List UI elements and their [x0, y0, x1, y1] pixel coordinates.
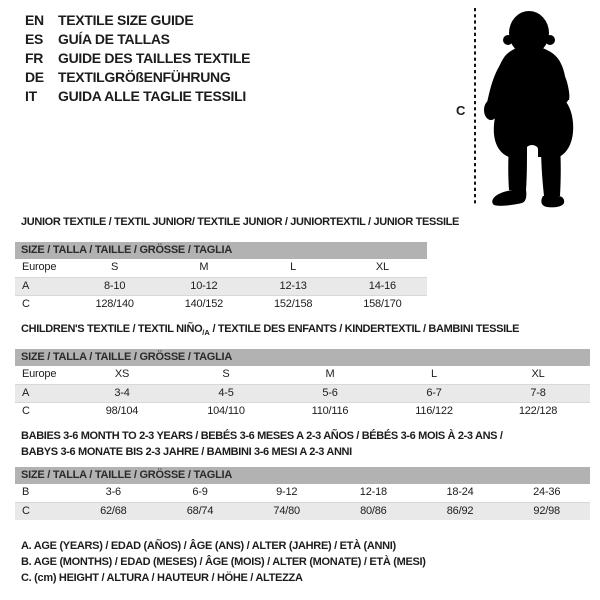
section-title-text: /A — [202, 327, 210, 337]
table-cell: XL — [375, 261, 389, 273]
language-title: GUIDA ALLE TAGLIE TESSILI — [58, 88, 246, 104]
language-row — [25, 30, 250, 49]
table-row — [15, 259, 427, 277]
table-cell: 7-8 — [530, 387, 546, 399]
table-cell: 62/68 — [100, 505, 127, 517]
table-cell: 6-9 — [192, 486, 208, 498]
height-dashed-line — [473, 7, 477, 206]
section-title — [21, 216, 600, 229]
section-title-line — [21, 444, 600, 460]
language-title: TEXTILE SIZE GUIDE — [58, 12, 194, 28]
table-row — [15, 384, 590, 402]
row-label: Europe — [22, 368, 57, 380]
language-row — [25, 87, 250, 106]
language-title: GUIDE DES TAILLES TEXTILE — [58, 50, 251, 66]
language-code: ES — [25, 31, 44, 47]
table-cell: 12-13 — [279, 280, 307, 292]
size-table — [15, 242, 427, 313]
language-code: IT — [25, 88, 37, 104]
language-title: GUÍA DE TALLAS — [58, 31, 170, 47]
table-cell: 6-7 — [426, 387, 442, 399]
table-cell: 92/98 — [533, 505, 560, 517]
table-cell: 86/92 — [446, 505, 474, 517]
table-cell: 24-36 — [533, 486, 561, 498]
table-cell: 158/170 — [363, 298, 402, 310]
row-label: A — [22, 280, 30, 292]
section-title-text: CHILDREN'S TEXTILE / TEXTIL NIÑO — [21, 323, 203, 335]
table-cell: 80/86 — [360, 505, 387, 517]
table-cell: S — [111, 261, 119, 273]
table-cell: 74/80 — [273, 505, 300, 517]
footnote-line: A. AGE (YEARS) / EDAD (AÑOS) / ÂGE (ANS) / ALTER (JAHRE) / ETÀ (ANNI) — [21, 540, 396, 552]
table-cell: 110/116 — [311, 405, 349, 417]
row-label: A — [22, 387, 30, 399]
table-cell: 140/152 — [184, 298, 224, 310]
table-row — [15, 366, 590, 384]
section-title-text: BABYS 3-6 MONATE BIS 2-3 JAHRE / BAMBINI 3-6 MESI A 2-3 ANNI — [21, 446, 352, 458]
table-cell: L — [290, 261, 297, 273]
section-title — [21, 428, 600, 460]
table-row — [15, 402, 590, 420]
baby-silhouette-icon — [481, 6, 589, 212]
language-title-block — [25, 11, 250, 106]
size-table — [15, 467, 590, 520]
table-row — [15, 502, 590, 520]
height-marker-label: C — [456, 103, 466, 118]
table-cell: 10-12 — [190, 280, 218, 292]
table-cell: 8-10 — [104, 280, 126, 292]
row-label: C — [22, 405, 30, 417]
section-babies — [0, 428, 600, 520]
table-cell: L — [431, 368, 437, 380]
table-cell: 5-6 — [322, 387, 338, 399]
size-table — [15, 349, 590, 420]
footnote-line: B. AGE (MONTHS) / EDAD (MESES) / ÂGE (MOIS) / ALTER (MONATE) / ETÀ (MESI) — [21, 556, 426, 568]
table-cell: 3-6 — [105, 486, 121, 498]
section-junior — [0, 216, 600, 313]
table-cell: M — [325, 368, 335, 380]
table-cell: 9-12 — [276, 486, 298, 498]
section-title-line — [21, 323, 600, 336]
table-cell: XS — [114, 368, 130, 380]
section-title-line — [21, 428, 600, 444]
section-title-text: / TEXTILE DES ENFANTS / KINDERTEXTIL / BAMBINI TESSILE — [209, 323, 520, 335]
footnote-line: C. (cm) HEIGHT / ALTURA / HAUTEUR / HÖHE / ALTEZZA — [21, 572, 303, 584]
table-cell: 18-24 — [446, 486, 474, 498]
language-title: TEXTILGRÖßENFÜHRUNG — [58, 69, 231, 85]
size-table-header: SIZE / TALLA / TAILLE / GRÖSSE / TAGLIA — [15, 242, 427, 259]
table-row — [15, 277, 427, 295]
section-title-line — [21, 216, 600, 229]
table-cell: S — [222, 368, 230, 380]
section-title-text: JUNIOR TEXTILE / TEXTIL JUNIOR/ TEXTILE JUNIOR / JUNIORTEXTIL / JUNIOR TESSILE — [21, 216, 460, 228]
table-cell: 4-5 — [218, 387, 234, 399]
table-cell: 14-16 — [368, 280, 396, 292]
row-label: C — [22, 505, 30, 517]
table-cell: 128/140 — [95, 298, 134, 310]
table-cell: 68/74 — [186, 505, 214, 517]
table-cell: 12-18 — [359, 486, 387, 498]
row-label: Europe — [22, 261, 57, 273]
language-row — [25, 11, 250, 30]
language-row — [25, 49, 250, 68]
section-children — [0, 323, 600, 420]
table-cell: 122/128 — [518, 405, 558, 417]
table-row — [15, 484, 590, 502]
table-cell: 3-4 — [114, 387, 130, 399]
table-cell: 98/104 — [105, 405, 139, 417]
section-title-text: BABIES 3-6 MONTH TO 2-3 YEARS / BEBÉS 3-6 MESES A 2-3 AÑOS / BÉBÉS 3-6 MOIS À 2-3 ANS / — [21, 430, 503, 442]
section-title — [21, 323, 600, 336]
language-code: DE — [25, 69, 44, 85]
table-cell: 116/122 — [415, 405, 453, 417]
language-row — [25, 68, 250, 87]
table-row — [15, 295, 427, 313]
row-label: B — [22, 486, 30, 498]
row-label: C — [22, 298, 30, 310]
table-cell: XL — [531, 368, 545, 380]
table-cell: M — [199, 261, 209, 273]
size-table-header: SIZE / TALLA / TAILLE / GRÖSSE / TAGLIA — [15, 467, 590, 484]
footnotes — [21, 538, 426, 586]
size-table-header: SIZE / TALLA / TAILLE / GRÖSSE / TAGLIA — [15, 349, 590, 366]
language-code: FR — [25, 50, 44, 66]
language-code: EN — [25, 12, 44, 28]
table-cell: 104/110 — [207, 405, 245, 417]
table-cell: 152/158 — [273, 298, 313, 310]
